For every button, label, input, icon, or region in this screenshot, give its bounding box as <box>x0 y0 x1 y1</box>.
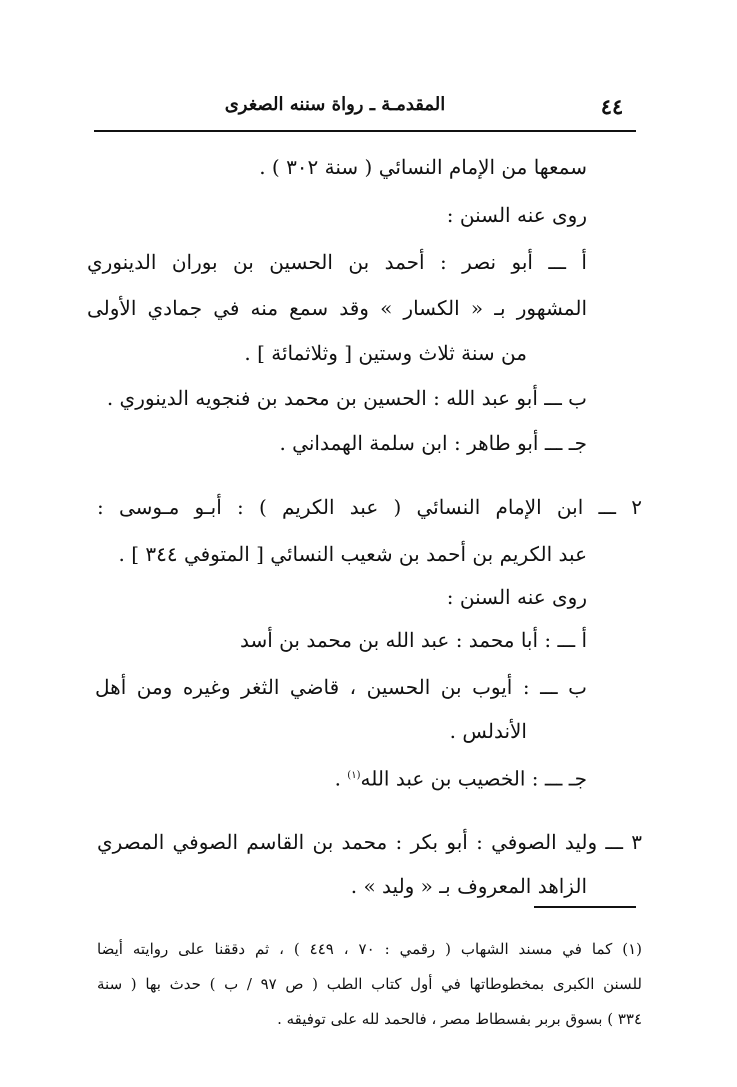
body-line: الأندلس . <box>449 719 527 743</box>
body-line: جـ ـــ أبو طاهر : ابن سلمة الهمداني . <box>279 431 587 455</box>
body-line: من سنة ثلاث وستين [ وثلاثمائة ] . <box>244 341 527 365</box>
body-line: روى عنه السنن : <box>446 203 587 227</box>
body-line: المشهور بـ « الكسار » وقد سمع منه في جمادي الأولى <box>87 296 587 320</box>
header-rule <box>94 130 636 132</box>
body-line: روى عنه السنن : <box>446 585 587 609</box>
footnote-rule <box>534 906 636 908</box>
page-number: ٤٤ <box>600 94 624 119</box>
body-line: الزاهد المعروف بـ « وليد » . <box>350 874 587 898</box>
footnote-marker: (١) <box>347 770 361 781</box>
footnote-line: (١) كما في مسند الشهاب ( رقمي : ٧٠ ، ٤٤٩ ) ، ثم دققنا على روايته أيضا <box>97 940 642 958</box>
body-line: أ ـــ أبو نصر : أحمد بن الحسين بن بوران الدينوري <box>87 250 587 274</box>
body-line: ب ـــ : أيوب بن الحسين ، قاضي الثغر وغيره ومن أهل <box>95 675 587 699</box>
body-line: عبد الكريم بن أحمد بن شعيب النسائي [ المتوفي ٣٤٤ ] . <box>118 542 587 566</box>
body-line: سمعها من الإمام النسائي ( سنة ٣٠٢ ) . <box>259 155 587 179</box>
body-line: ٣ ـــ وليد الصوفي : أبو بكر : محمد بن القاسم الصوفي المصري <box>97 830 642 854</box>
body-line <box>335 762 587 790</box>
body-line: ٢ ـــ ابن الإمام النسائي ( عبد الكريم ) : أبـو مـوسى : <box>97 495 642 519</box>
body-line-text: جـ ـــ : الخصيب بن عبد الله <box>360 766 587 791</box>
running-title: المقدمـة ـ رواة سننه الصغرى <box>224 94 446 115</box>
body-line-end: . <box>334 766 348 791</box>
body-line: أ ـــ : أبا محمد : عبد الله بن محمد بن أسد <box>240 628 587 652</box>
footnote-line: للسنن الكبرى بمخطوطاتها في أول كتاب الطب ( ص ٩٧ / ب ) حدث بها ( سنة <box>97 975 642 993</box>
footnote-line: ٣٣٤ ) بسوق بربر بفسطاط مصر ، فالحمد لله على توفيقه . <box>277 1010 642 1028</box>
body-line: ب ـــ أبو عبد الله : الحسين بن محمد بن فنجويه الدينوري . <box>106 386 587 410</box>
